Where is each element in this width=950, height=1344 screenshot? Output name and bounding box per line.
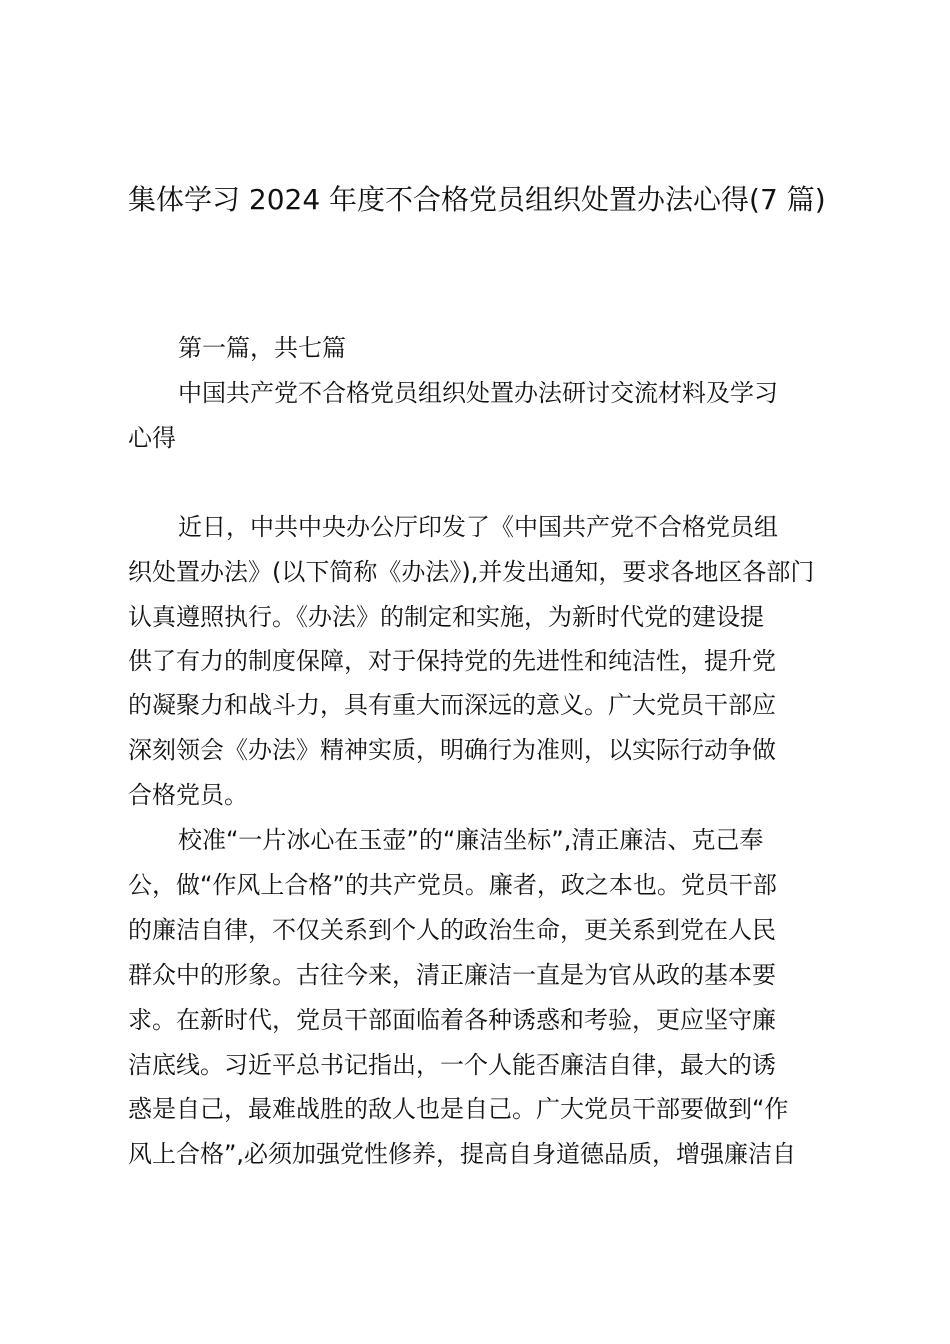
paragraph-line: 的廉洁自律，不仅关系到个人的政治生命，更关系到党在人民 (128, 916, 776, 944)
section-label: 第一篇，共七篇 (178, 334, 346, 362)
paragraph-line: 合格党员。 (128, 781, 248, 809)
document-title: 集体学习 2024 年度不合格党员组织处置办法心得(7 篇) (128, 183, 826, 216)
paragraph-line: 求。在新时代，党员干部面临着各种诱惑和考验，更应坚守廉 (128, 1006, 776, 1034)
paragraph-line: 校准“一片冰心在玉壶”的“廉洁坐标”,清正廉洁、克己奉 (178, 826, 764, 854)
paragraph-line: 公，做“作风上合格”的共产党员。廉者，政之本也。党员干部 (128, 871, 777, 899)
paragraph-line: 深刻领会《办法》精神实质，明确行为准则，以实际行动争做 (128, 736, 776, 764)
paragraph-line: 织处置办法》(以下简称《办法》),并发出通知，要求各地区各部门 (128, 558, 815, 586)
subtitle-line: 心得 (128, 424, 176, 452)
paragraph-line: 近日，中共中央办公厅印发了《中国共产党不合格党员组 (178, 513, 778, 541)
paragraph-line: 供了有力的制度保障，对于保持党的先进性和纯洁性，提升党 (128, 647, 776, 675)
paragraph-line: 群众中的形象。古往今来，清正廉洁一直是为官从政的基本要 (128, 961, 776, 989)
paragraph-line: 认真遵照执行。《办法》的制定和实施，为新时代党的建设提 (128, 603, 764, 631)
paragraph-line: 的凝聚力和战斗力，具有重大而深远的意义。广大党员干部应 (128, 691, 776, 719)
subtitle-line: 中国共产党不合格党员组织处置办法研讨交流材料及学习 (178, 379, 778, 407)
paragraph-line: 风上合格”,必须加强党性修养，提高自身道德品质，增强廉洁自 (128, 1140, 797, 1168)
paragraph-line: 洁底线。习近平总书记指出，一个人能否廉洁自律，最大的诱 (128, 1051, 776, 1079)
paragraph-line: 惑是自己，最难战胜的敌人也是自己。广大党员干部要做到“作 (128, 1095, 789, 1123)
